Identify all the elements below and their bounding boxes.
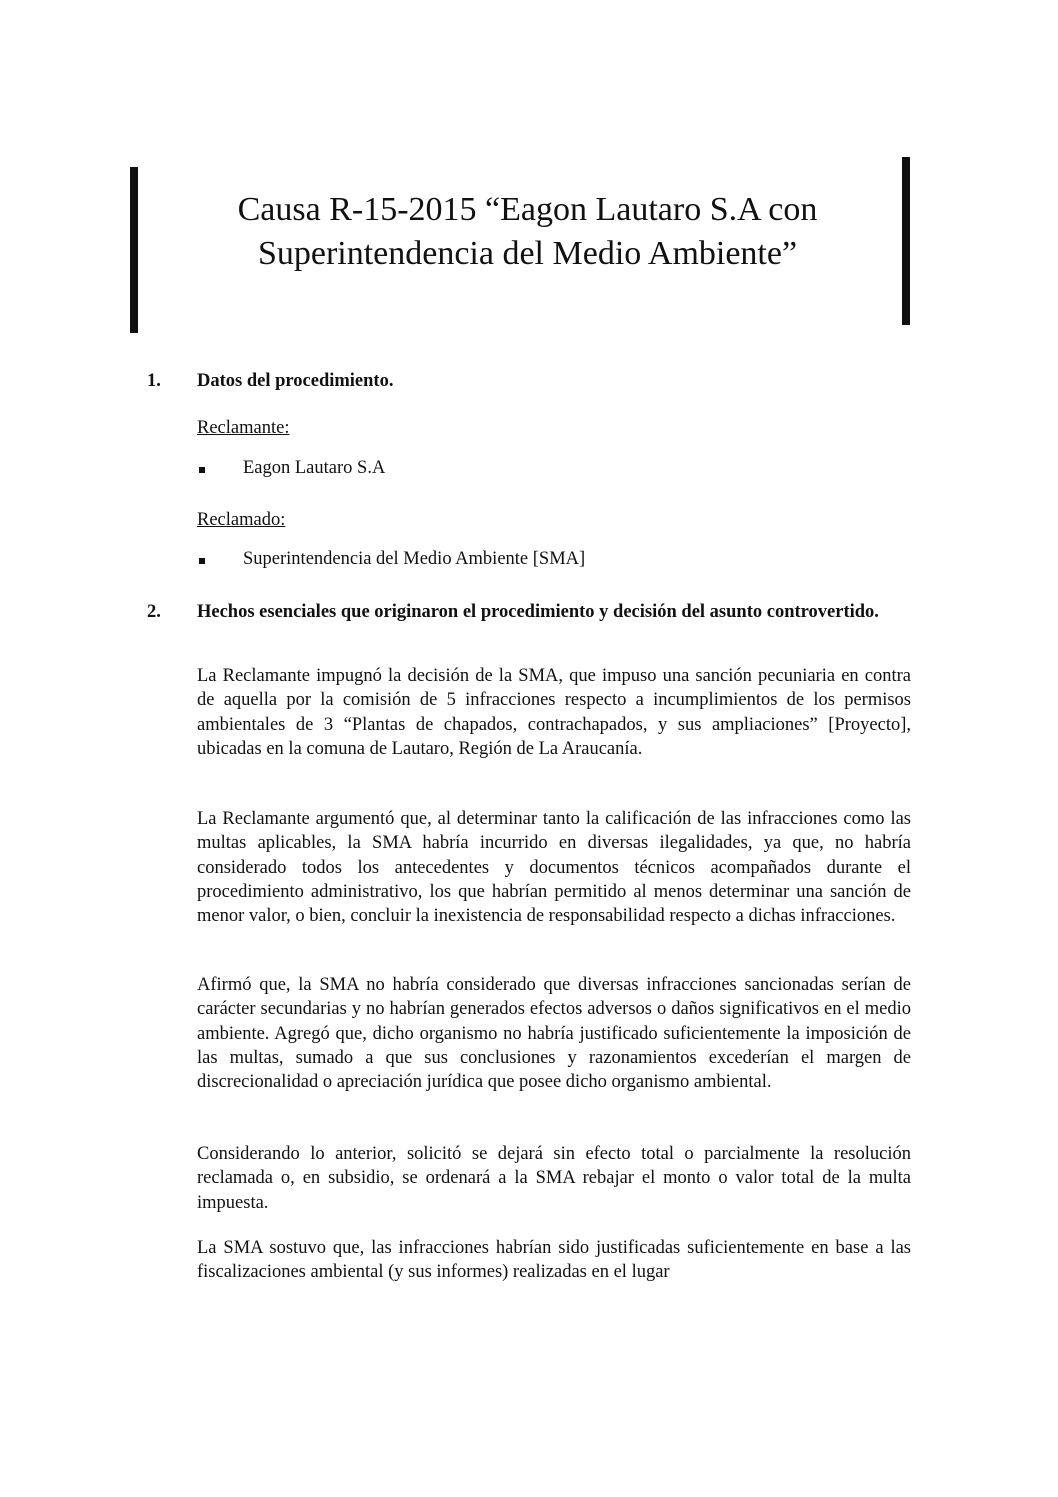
bullet-square-icon <box>199 558 205 564</box>
paragraph-5: La SMA sostuvo que, las infracciones habrían sido justificadas suficientemente en base a las fiscalizaciones ambiental (y sus informes) realizadas en el lugar <box>197 1238 911 1283</box>
section-number: 1. <box>147 371 161 391</box>
title-left-border <box>130 167 138 333</box>
reclamado-label: Reclamado: <box>197 510 286 530</box>
title-line-1: Causa R-15-2015 “Eagon Lautaro S.A con <box>237 191 818 228</box>
reclamante-label: Reclamante: <box>197 418 290 438</box>
paragraph-2: La Reclamante argumentó que, al determinar tanto la calificación de las infracciones como las multas aplicables, la SMA habría incurrido en diversas ilegalidades, ya que, no habría considerado todos los antecedentes y documentos técnicos acompañados durante el procedimiento administrativo, los que habrían permitido al menos determinar una sanción de menor valor, o bien, concluir la inexistencia de responsabilidad respecto a dichas infracciones. <box>197 809 911 927</box>
paragraph-1: La Reclamante impugnó la decisión de la SMA, que impuso una sanción pecuniaria en contra de aquella por la comisión de 5 infracciones respecto a incumplimientos de los permisos ambientales de 3 “Plantas de chapados, contrachapados, y sus ampliaciones” [Proyecto], ubicadas en la comuna de Lautaro, Región de La Araucanía. <box>197 666 911 759</box>
paragraph-4: Considerando lo anterior, solicitó se dejará sin efecto total o parcialmente la resolución reclamada o, en subsidio, se ordenará a la SMA rebajar el monto o valor total de la multa impuesta. <box>197 1144 911 1213</box>
paragraph-3: Afirmó que, la SMA no habría considerado que diversas infracciones sancionadas serían de carácter secundarias y no habrían generados efectos adversos o daños significativos en el medio ambiente. Agregó que, dicho organismo no habría justificado suficientemente la imposición de las multas, sumado a que sus conclusiones y razonamientos excederían el margen de discrecionalidad o apreciación jurídica que posee dicho organismo ambiental. <box>197 975 911 1093</box>
document-title <box>150 188 905 276</box>
bullet-square-icon <box>199 467 205 473</box>
title-line-2: Superintendencia del Medio Ambiente” <box>257 235 798 272</box>
reclamante-value: Eagon Lautaro S.A <box>243 458 386 478</box>
section-title: Datos del procedimiento. <box>197 371 394 391</box>
reclamado-value: Superintendencia del Medio Ambiente [SMA] <box>243 549 586 569</box>
section-title: Hechos esenciales que originaron el procedimiento y decisión del asunto controvertido. <box>197 602 879 622</box>
section-number: 2. <box>147 602 161 622</box>
